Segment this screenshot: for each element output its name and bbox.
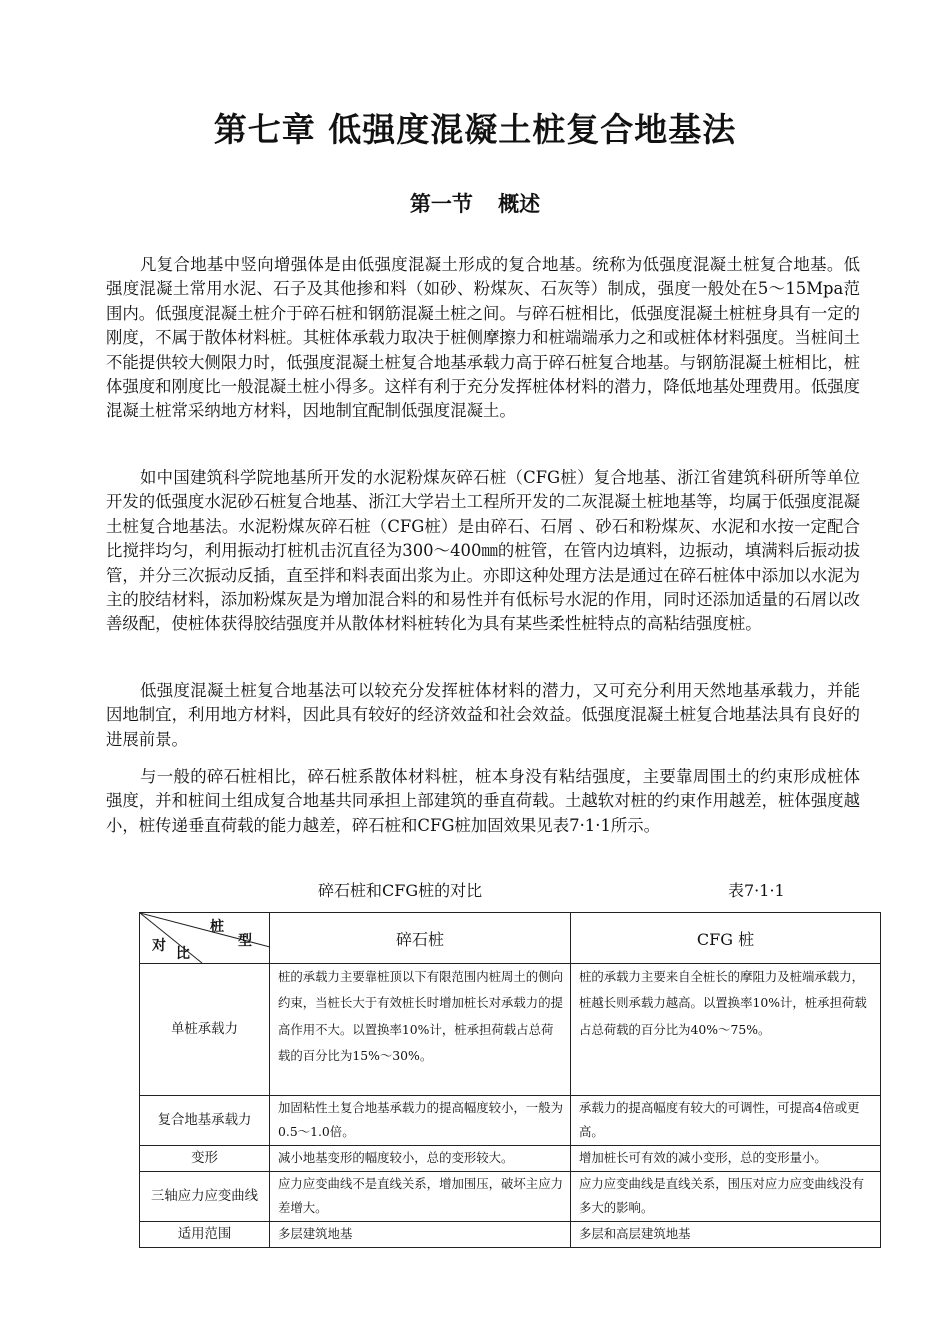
column-header-cfg: CFG 桩 [571, 913, 881, 964]
table-row [140, 964, 881, 1096]
cfg-cell: 增加桩长可有效的减小变形，总的变形量小。 [571, 1146, 881, 1172]
cfg-cell: 多层和高层建筑地基 [571, 1222, 881, 1248]
corner-label-right: 型 [238, 933, 252, 949]
table-row [140, 1222, 881, 1248]
corner-label-top: 桩 [210, 919, 224, 935]
paragraph: 凡复合地基中竖向增强体是由低强度混凝土形成的复合地基。统称为低强度混凝土桩复合地基。低强度混凝土常用水泥、石子及其他掺和料（如砂、粉煤灰、石灰等）制成，强度一般处在5～15Mpa范围内。低强度混凝土桩介于碎石桩和钢筋混凝土桩之间。与碎石桩相比，低强度混凝土桩桩身具有一定的刚度，不属于散体材料桩。其桩体承载力取决于桩侧摩擦力和桩端端承力之和或桩体材料强度。当桩间土不能提供较大侧限力时，低强度混凝土桩复合地基承载力高于碎石桩复合地基。与钢筋混凝土桩相比，桩体强度和刚度比一般混凝土桩小得多。这样有利于充分发挥桩体材料的潜力，降低地基处理费用。低强度混凝土桩常采纳地方材料，因地制宜配制低强度混凝土。 [106, 255, 860, 421]
cfg-cell: 桩的承载力主要来自全桩长的摩阻力及桩端承载力，桩越长则承载力越高。以置换率10%计，桩承担荷载占总荷载的百分比为40%～75%。 [571, 964, 881, 1096]
gravel-cell: 桩的承载力主要靠桩顶以下有限范围内桩周土的侧向约束，当桩长大于有效桩长时增加桩长对承载力的提高作用不大。以置换率10%计，桩承担荷载占总荷载的百分比为15%～30%。 [270, 964, 571, 1096]
diagonal-header-cell [140, 913, 270, 964]
column-header-gravel: 碎石桩 [270, 913, 571, 964]
section-title: 第一节 概述 [409, 192, 541, 216]
paragraph: 与一般的碎石桩相比，碎石桩系散体材料桩，桩本身没有粘结强度，主要靠周围土的约束形成桩体强度，并和桩间土组成复合地基共同承担上部建筑的垂直荷载。土越软对桩的约束作用越差，桩体强度越小，桩传递垂直荷载的能力越差，碎石桩和CFG桩加固效果见表7·1·1所示。 [106, 767, 860, 835]
table-header-row [140, 913, 881, 964]
corner-label-bottom: 比 [176, 946, 190, 962]
gravel-cell: 减小地基变形的幅度较小，总的变形较大。 [270, 1146, 571, 1172]
chapter-title: 第七章 低强度混凝土桩复合地基法 [213, 110, 737, 149]
gravel-cell: 多层建筑地基 [270, 1222, 571, 1248]
row-label: 适用范围 [140, 1222, 270, 1248]
row-label: 单桩承载力 [140, 964, 270, 1096]
table-row [140, 1172, 881, 1222]
paragraph: 低强度混凝土桩复合地基法可以较充分发挥桩体材料的潜力，又可充分利用天然地基承载力，并能因地制宜，利用地方材料，因此具有较好的经济效益和社会效益。低强度混凝土桩复合地基法具有良好的进展前景。 [106, 681, 860, 749]
gravel-cell: 加固粘性土复合地基承载力的提高幅度较小，一般为0.5～1.0倍。 [270, 1096, 571, 1146]
row-label: 复合地基承载力 [140, 1096, 270, 1146]
row-label: 三轴应力应变曲线 [140, 1172, 270, 1222]
cfg-cell: 应力应变曲线是直线关系，围压对应力应变曲线没有多大的影响。 [571, 1172, 881, 1222]
cfg-cell: 承载力的提高幅度有较大的可调性，可提高4倍或更高。 [571, 1096, 881, 1146]
corner-label-left: 对 [152, 938, 166, 954]
gravel-cell: 应力应变曲线不是直线关系，增加围压，破坏主应力差增大。 [270, 1172, 571, 1222]
row-label: 变形 [140, 1146, 270, 1172]
comparison-table [139, 912, 881, 1248]
paragraph: 如中国建筑科学院地基所开发的水泥粉煤灰碎石桩（CFG桩）复合地基、浙江省建筑科研所等单位开发的低强度水泥砂石桩复合地基、浙江大学岩土工程所开发的二灰混凝土桩地基等，均属于低强度混凝土桩复合地基法。水泥粉煤灰碎石桩（CFG桩）是由碎石、石屑 、砂石和粉煤灰、水泥和水按一定配合比搅拌均匀，利用振动打桩机击沉直径为300～400㎜的桩管，在管内边填料，边振动，填满料后振动拔管，并分三次振动反插，直至拌和料表面出浆为止。亦即这种处理方法是通过在碎石桩体中添加以水泥为主的胶结材料，添加粉煤灰是为增加混合料的和易性并有低标号水泥的作用，同时还添加适量的石屑以改善级配，使桩体获得胶结强度并从散体材料桩转化为具有某些柔性桩特点的高粘结强度桩。 [106, 468, 860, 634]
table-caption: 碎石桩和CFG桩的对比 [318, 881, 483, 900]
table-row [140, 1096, 881, 1146]
table-row [140, 1146, 881, 1172]
table-number: 表7·1·1 [728, 881, 785, 900]
